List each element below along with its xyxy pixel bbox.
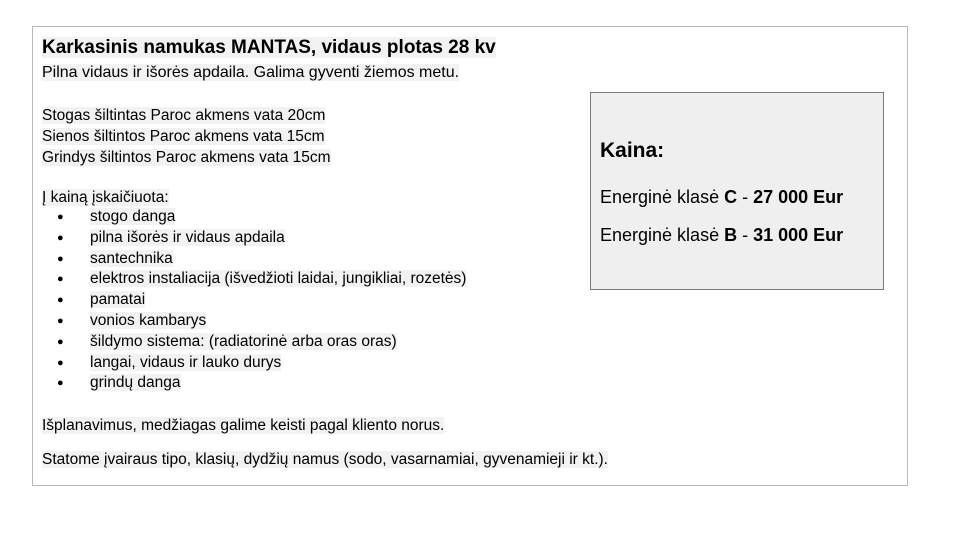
customization-note: Išplanavimus, medžiagas galime keisti pagal kliento norus. xyxy=(42,417,445,434)
bullet-icon: ● xyxy=(57,356,64,369)
list-item: ● pamatai xyxy=(42,290,466,311)
list-item: ● santechnika xyxy=(42,249,466,270)
energy-class: B xyxy=(724,225,738,245)
spec-roof: Stogas šiltintas Paroc akmens vata 20cm xyxy=(42,107,326,124)
bullet-icon: ● xyxy=(57,377,64,390)
list-item: ● šildymo sistema: (radiatorinė arba oras oras) xyxy=(42,332,466,353)
price-separator: - xyxy=(742,187,749,207)
price-amount: 31 000 Eur xyxy=(753,225,844,245)
price-prefix: Energinė klasė xyxy=(600,187,720,207)
bullet-icon: ● xyxy=(57,294,64,307)
bullet-icon: ● xyxy=(57,314,64,327)
building-types-note: Statome įvairaus tipo, klasių, dydžių namus (sodo, vasarnamiai, gyvenamieji ir kt.). xyxy=(42,451,608,468)
list-item: ● pilna išorės ir vidaus apdaila xyxy=(42,228,466,249)
bullet-icon: ● xyxy=(57,231,64,244)
price-prefix: Energinė klasė xyxy=(600,225,720,245)
energy-class: C xyxy=(724,187,738,207)
spec-walls: Sienos šiltintos Paroc akmens vata 15cm xyxy=(42,128,325,145)
price-line-class-c xyxy=(600,186,843,208)
list-item: ● grindų danga xyxy=(42,373,466,394)
list-item: ● vonios kambarys xyxy=(42,311,466,332)
spec-floor: Grindys šiltintos Paroc akmens vata 15cm xyxy=(42,149,331,166)
insulation-specs xyxy=(42,105,331,168)
included-list xyxy=(42,207,466,394)
bullet-icon: ● xyxy=(57,273,64,286)
price-label: Kaina: xyxy=(600,139,665,162)
page-title: Karkasinis namukas MANTAS, vidaus plotas 28 kv xyxy=(42,37,496,58)
price-amount: 27 000 Eur xyxy=(753,187,844,207)
bullet-icon: ● xyxy=(57,252,64,265)
bullet-icon: ● xyxy=(57,335,64,348)
price-separator: - xyxy=(742,225,749,245)
bullet-icon: ● xyxy=(57,211,64,223)
list-item: ● stogo danga xyxy=(42,207,466,228)
list-item: ● elektros instaliacija (išvedžioti laidai, jungikliai, rozetės) xyxy=(42,269,466,290)
list-item: ● langai, vidaus ir lauko durys xyxy=(42,353,466,374)
included-heading: Į kainą įskaičiuota: xyxy=(42,189,169,206)
price-line-class-b xyxy=(600,224,843,246)
page-subtitle: Pilna vidaus ir išorės apdaila. Galima gyventi žiemos metu. xyxy=(42,64,460,81)
